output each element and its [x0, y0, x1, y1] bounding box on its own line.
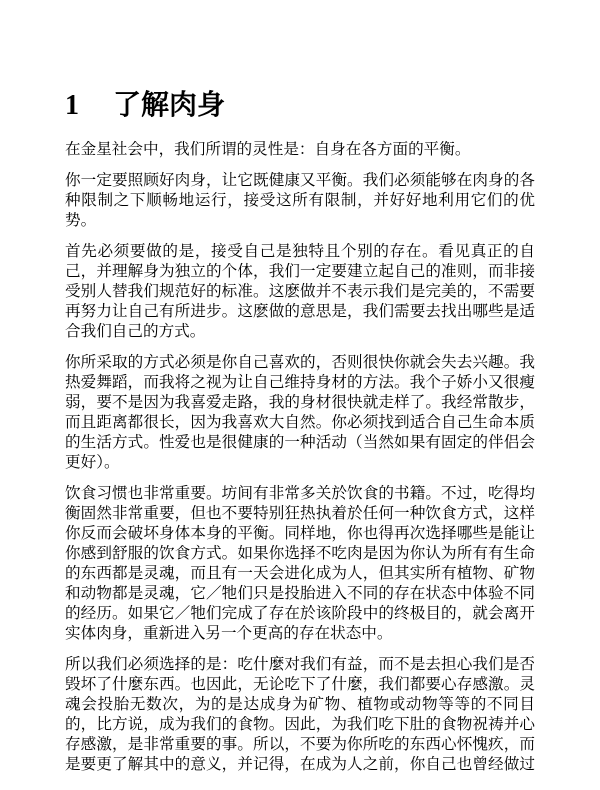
text-line: 饮食习惯也非常重要。坊间有非常多关於饮食的书籍。不过，吃得均: [65, 485, 535, 502]
text-line: 和动物都是灵魂，它／牠们只是投胎进入不同的存在状态中体验不同: [65, 585, 535, 602]
chapter-title: 了解肉身: [113, 88, 226, 121]
text-line: 衡固然非常重要，但也不要特别狂热执着於任何一种饮食方式，这样: [65, 505, 535, 522]
chapter-body: [65, 140, 535, 786]
text-line: 的，比方说，成为我们的食物。因此，为我们吃下肚的食物祝祷并心: [65, 716, 535, 733]
text-line: 存感激，是非常重要的事。所以，不要为你所吃的东西心怀愧疚，而: [65, 736, 535, 753]
paragraph: [65, 655, 535, 775]
chapter-heading: [65, 88, 225, 122]
text-line: 再努力让自己有所进步。这麽做的意思是，我们需要去找出哪些是适: [65, 303, 535, 320]
text-line: 你反而会破坏身体本身的平衡。同样地，你也得再次选择哪些是能让: [65, 525, 535, 542]
paragraph: [65, 242, 535, 342]
text-line: 的东西都是灵魂，而且有一天会进化成为人，但其实所有植物、矿物: [65, 565, 535, 582]
text-line: 魂会投胎无数次，为的是达成身为矿物、植物或动物等等的不同目: [65, 696, 535, 713]
text-line: 更好）。: [65, 454, 120, 471]
text-line: 毁坏了什麼东西。也因此，无论吃下了什麼，我们都要心存感激。灵: [65, 676, 535, 693]
text-line: 你一定要照顾好肉身，让它既健康又平衡。我们必须能够在肉身的各: [65, 172, 535, 189]
text-line: 热爱舞蹈，而我将之视为让自己维持身材的方法。我个子娇小又很瘦: [65, 374, 535, 391]
text-line: 你感到舒服的饮食方式。如果你选择不吃肉是因为你认为所有有生命: [65, 545, 535, 562]
text-line: 受别人替我们规范好的标准。这麽做并不表示我们是完美的，不需要: [65, 283, 535, 300]
text-line: 势。: [65, 212, 97, 229]
text-line: 首先必须要做的是，接受自己是独特且个别的存在。看见真正的自: [65, 243, 535, 260]
text-line: 合我们自己的方式。: [65, 323, 206, 340]
text-line: 而且距离都很长，因为我喜欢大自然。你必须找到适合自己生命本质: [65, 414, 535, 431]
text-line: 是要更了解其中的意义，并记得，在成为人之前，你自己也曾经做过: [65, 756, 535, 773]
chapter-number: 1: [65, 90, 79, 121]
text-line: 的生活方式。性爱也是很健康的一种活动（当然如果有固定的伴侣会: [65, 434, 535, 451]
text-line: 在金星社会中，我们所谓的灵性是：自身在各方面的平衡。: [65, 141, 471, 158]
text-line: 己，并理解身为独立的个体，我们一定要建立起自己的准则，而非接: [65, 263, 535, 280]
text-line: 弱，要不是因为我喜爱走路，我的身材很快就走样了。我经常散步，: [65, 394, 535, 411]
text-line: 所以我们必须选择的是：吃什麼对我们有益，而不是去担心我们是否: [65, 656, 535, 673]
text-line: 种限制之下顺畅地运行，接受这所有限制，并好好地利用它们的优: [65, 192, 535, 209]
paragraph: [65, 353, 535, 473]
paragraph: [65, 484, 535, 644]
paragraph: [65, 140, 535, 160]
text-line: 实体肉身，重新进入另一个更高的存在状态中。: [65, 625, 393, 642]
paragraph: [65, 171, 535, 231]
text-line: 你所采取的方式必须是你自己喜欢的，否则很快你就会失去兴趣。我: [65, 354, 535, 371]
text-line: 的经历。如果它／牠们完成了存在於该阶段中的终极目的，就会离开: [65, 605, 535, 622]
